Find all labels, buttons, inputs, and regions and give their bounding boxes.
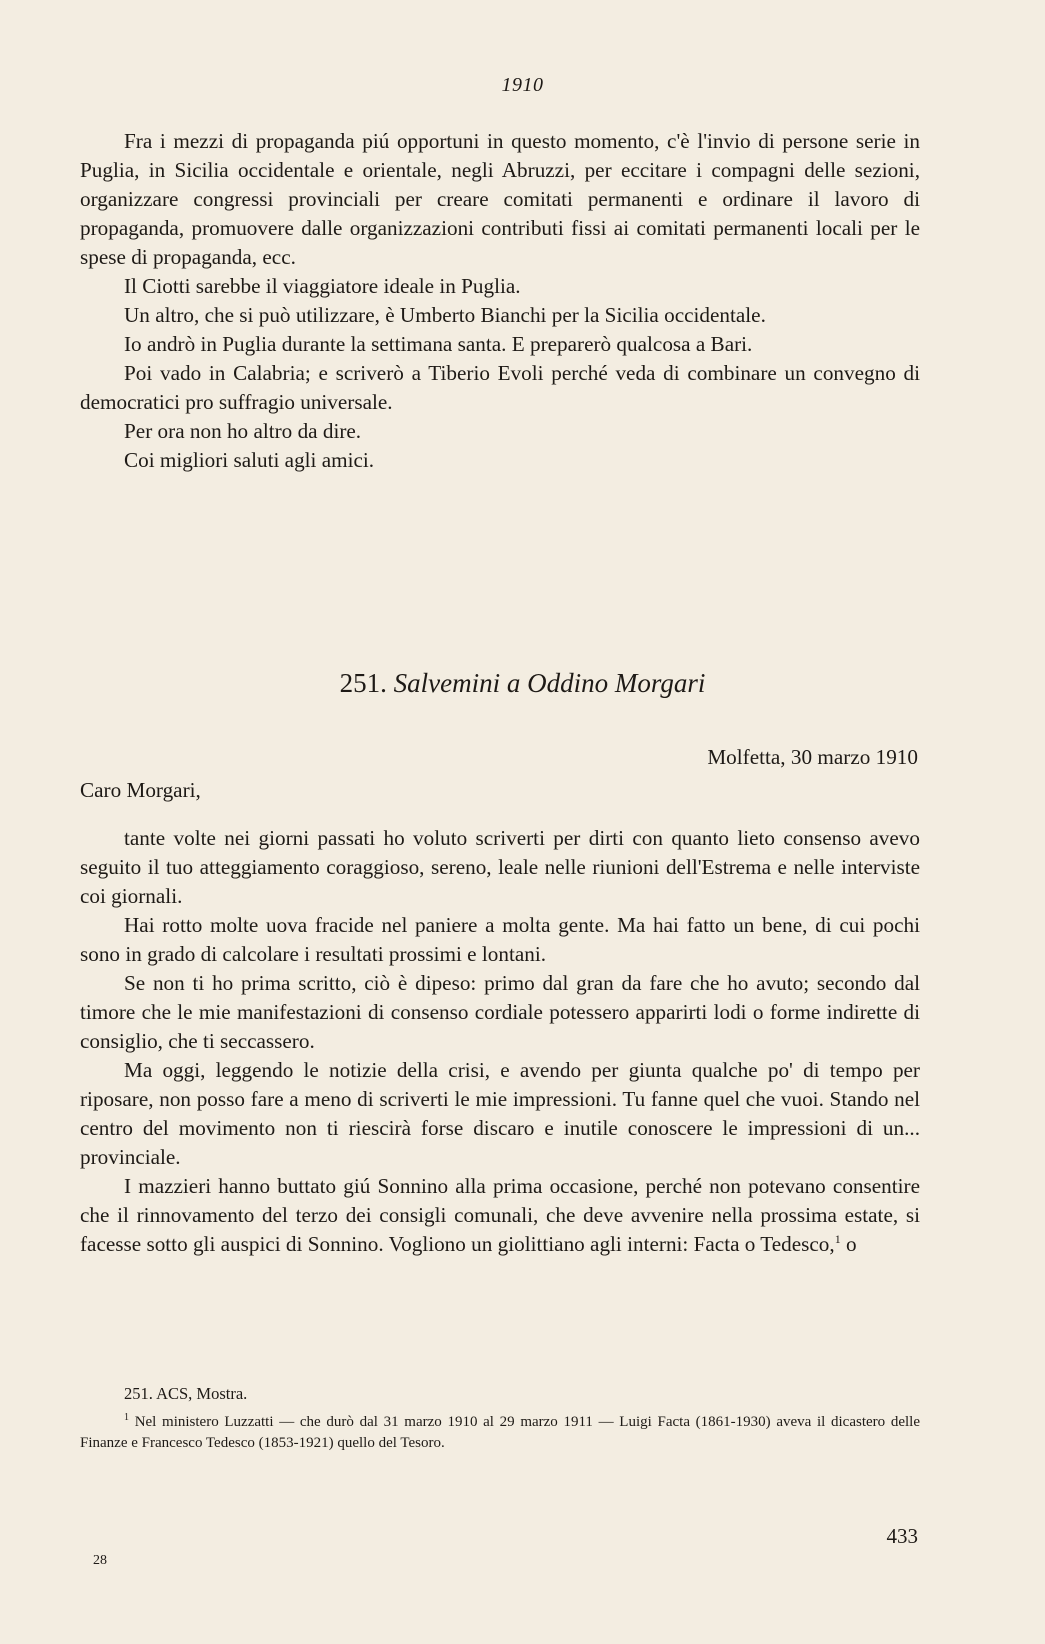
footnotes	[80, 1383, 920, 1454]
preceding-letter-text	[80, 127, 920, 475]
paragraph: Se non ti ho prima scritto, ciò è dipeso: primo dal gran da fare che ho avuto; secondo dal timore che le mie manifestazioni di consenso cordiale potessero apparirti lodi o forme indirette di consiglio, che ti seccassero.	[80, 971, 920, 1053]
paragraph: Per ora non ho altro da dire.	[124, 419, 362, 443]
paragraph: Ma oggi, leggendo le notizie della crisi, e avendo per giunta qualche po' di tempo per riposare, non posso fare a meno di scriverti le mie impressioni. Tu fanne quel che vuoi. Stando nel centro del movimento non ti riescirà forse discaro e inutile conoscere le impressioni di un... provinciale.	[80, 1058, 920, 1169]
paragraph: Il Ciotti sarebbe il viaggiatore ideale in Puglia.	[124, 274, 521, 298]
signature-mark: 28	[93, 1553, 107, 1568]
paragraph: Io andrò in Puglia durante la settimana santa. E preparerò qualcosa a Bari.	[124, 332, 753, 356]
letter-number: 251.	[339, 668, 387, 698]
letter-heading	[0, 668, 1045, 699]
running-head: 1910	[501, 74, 544, 96]
paragraph: tante volte nei giorni passati ho voluto scriverti per dirti con quanto lieto consenso avevo seguito il tuo atteggiamento coraggioso, sereno, leale nelle riunioni dell'Estrema e nelle interviste coi giornali.	[80, 826, 920, 908]
footnote-marker: 1	[124, 1412, 129, 1423]
letter-title: Salvemini a Oddino Morgari	[393, 668, 706, 698]
letter-body	[80, 824, 920, 1259]
paragraph-text-tail: o	[840, 1232, 857, 1256]
paragraph: Poi vado in Calabria; e scriverò a Tiberio Evoli perché veda di combinare un convegno di democratici pro suffragio universale.	[80, 361, 920, 414]
letter-dateline: Molfetta, 30 marzo 1910	[707, 745, 918, 769]
paragraph-text: I mazzieri hanno buttato giú Sonnino alla prima occasione, perché non potevano consentire che il rinnovamento del terzo dei consigli comunali, che deve avvenire nella prossima estate, si facesse sotto gli auspici di Sonnino. Vogliono un giolittiano agli interni: Facta o Tedesco,	[80, 1174, 920, 1256]
paragraph: Un altro, che si può utilizzare, è Umberto Bianchi per la Sicilia occidentale.	[124, 303, 766, 327]
footnote	[80, 1412, 920, 1454]
paragraph: Fra i mezzi di propaganda piú opportuni in questo momento, c'è l'invio di persone serie in Puglia, in Sicilia occidentale e orientale, negli Abruzzi, per eccitare i compagni delle sezioni, organizzare congressi provinciali per creare comitati permanenti e ordinare il lavoro di propaganda, promuovere dalle organizzazioni contributi fissi ai comitati permanenti locali per le spese di propaganda, ecc.	[80, 129, 920, 269]
page-number: 433	[886, 1524, 918, 1548]
paragraph	[80, 1172, 920, 1259]
footnote-text: Nel ministero Luzzatti — che durò dal 31 marzo 1910 al 29 marzo 1911 — Luigi Facta (1861-1930) aveva il dicastero delle Finanze e Francesco Tedesco (1853-1921) quello del Tesoro.	[80, 1414, 920, 1451]
letter-salutation: Caro Morgari,	[80, 778, 201, 802]
paragraph: Hai rotto molte uova fracide nel paniere a molta gente. Ma hai fatto un bene, di cui pochi sono in grado di calcolare i resultati prossimi e lontani.	[80, 913, 920, 966]
source-note: 251. ACS, Mostra.	[124, 1384, 248, 1403]
footnote-reference: 1	[834, 1231, 841, 1246]
paragraph: Coi migliori saluti agli amici.	[124, 448, 375, 472]
